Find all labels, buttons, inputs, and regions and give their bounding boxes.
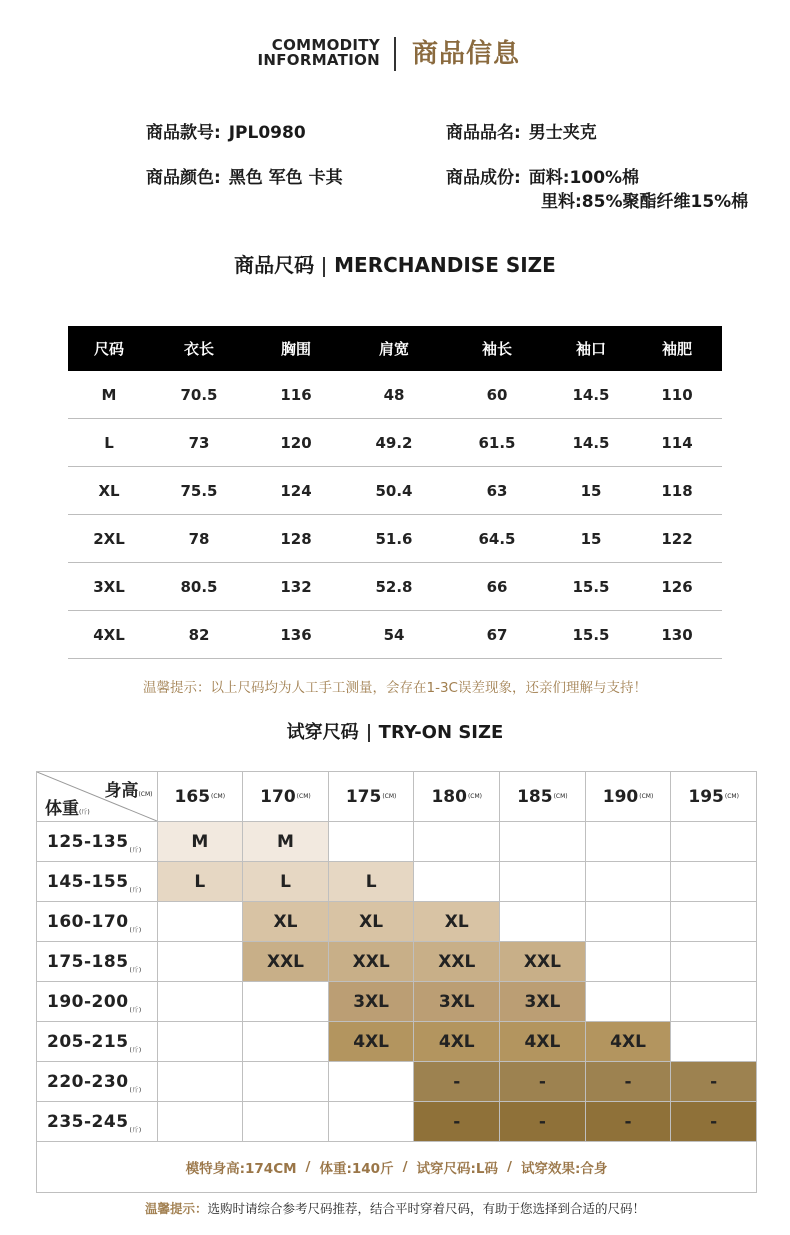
size-recommendation-cell: XXL [243, 942, 329, 982]
item-number-value: JPL0980 [228, 123, 306, 143]
footer-separator: / [507, 1159, 512, 1175]
size-header-cell: 袖长 [481, 340, 512, 358]
bottom-tip [0, 1199, 790, 1217]
model-info-item: 体重:140斤 [319, 1161, 394, 1177]
size-table-cell: M [101, 385, 117, 404]
size-table-cell: 80.5 [180, 577, 218, 596]
size-table-cell: 15.5 [572, 625, 610, 644]
size-table-row [68, 515, 722, 563]
size-table-cell: 15.5 [572, 577, 610, 596]
weight-label-cell: 235-245 (斤) [37, 1102, 158, 1142]
size-recommendation-cell: 4XL [500, 1022, 586, 1062]
size-recommendation-cell [329, 1062, 415, 1102]
size-recommendation-cell [671, 822, 757, 862]
size-header-cell: 袖肥 [661, 340, 692, 358]
height-header-cell: 185 (CM) [500, 772, 586, 822]
size-table-cell: 70.5 [180, 385, 218, 404]
size-recommendation-cell [586, 822, 672, 862]
size-recommendation-cell [671, 982, 757, 1022]
weight-label-cell: 160-170 (斤) [37, 902, 158, 942]
size-table-cell: 14.5 [572, 385, 610, 404]
size-recommendation-cell [671, 862, 757, 902]
size-table-cell: 120 [280, 433, 312, 452]
size-section-cn: 商品尺码 [234, 253, 315, 277]
footer-separator: / [305, 1159, 311, 1175]
item-color [146, 167, 343, 189]
size-header-cell: 尺码 [93, 340, 124, 358]
size-recommendation-cell [500, 822, 586, 862]
size-recommendation-cell: - [671, 1102, 757, 1142]
size-table-cell: 73 [188, 433, 210, 452]
header-english-title [258, 38, 380, 68]
size-recommendation-cell: L [329, 862, 415, 902]
weight-label-cell: 175-185 (斤) [37, 942, 158, 982]
size-table-cell: 130 [661, 625, 693, 644]
size-table-cell: 110 [661, 385, 693, 404]
size-recommendation-cell: - [414, 1102, 500, 1142]
size-recommendation-cell: 4XL [414, 1022, 500, 1062]
size-recommendation-cell: M [243, 822, 329, 862]
size-table-cell: 118 [661, 481, 693, 500]
tryon-row [37, 982, 757, 1022]
item-material-label: 商品成份: [446, 168, 521, 188]
size-table-row [68, 371, 722, 419]
size-table-cell: 132 [280, 577, 312, 596]
size-recommendation-cell: XXL [329, 942, 415, 982]
item-name-value: 男士夹克 [528, 123, 597, 143]
size-table-cell: 124 [280, 481, 312, 500]
size-recommendation-cell: M [158, 822, 244, 862]
size-table-cell: 48 [383, 385, 405, 404]
size-table-cell: 15 [580, 529, 602, 548]
size-table-cell: 63 [486, 481, 508, 500]
size-table [68, 326, 722, 659]
size-table-row [68, 419, 722, 467]
size-table-cell: 50.4 [375, 481, 413, 500]
measurement-note: 温馨提示：以上尺码均为人工手工测量，会存在1-3C误差现象，还亲们理解与支持！ [143, 680, 647, 696]
size-recommendation-cell [500, 862, 586, 902]
size-recommendation-cell [243, 1102, 329, 1142]
height-header-cell: 175 (CM) [329, 772, 415, 822]
item-material-line1: 面料:100%棉 [528, 168, 640, 188]
size-recommendation-cell: XXL [500, 942, 586, 982]
size-recommendation-cell [243, 982, 329, 1022]
size-recommendation-cell: L [158, 862, 244, 902]
size-table-cell: 128 [280, 529, 312, 548]
size-table-cell: 78 [188, 529, 210, 548]
corner-height-label: 身高(CM) [104, 781, 153, 801]
tryon-body [37, 822, 757, 1142]
size-recommendation-cell [586, 982, 672, 1022]
size-section-title [0, 252, 790, 278]
size-recommendation-cell [671, 902, 757, 942]
item-number [146, 122, 306, 144]
size-recommendation-cell: - [586, 1062, 672, 1102]
size-recommendation-cell [329, 1102, 415, 1142]
model-info-item: 试穿尺码:L码 [416, 1161, 499, 1177]
size-recommendation-cell: 3XL [500, 982, 586, 1022]
height-header-cell: 190 (CM) [586, 772, 672, 822]
header-divider [394, 37, 396, 71]
tryon-corner-cell [37, 772, 158, 822]
size-recommendation-cell [671, 942, 757, 982]
size-table-header [68, 326, 722, 371]
size-table-cell: 122 [661, 529, 693, 548]
weight-label-cell: 125-135 (斤) [37, 822, 158, 862]
size-recommendation-cell: XL [243, 902, 329, 942]
size-recommendation-cell [158, 1022, 244, 1062]
size-recommendation-cell [586, 902, 672, 942]
item-material [446, 167, 639, 189]
size-recommendation-cell [414, 822, 500, 862]
footer-separator: / [402, 1159, 408, 1175]
size-recommendation-cell [414, 862, 500, 902]
size-table-cell: 14.5 [572, 433, 610, 452]
item-name [446, 122, 597, 144]
size-table-cell: 4XL [93, 625, 125, 644]
size-recommendation-cell: - [671, 1062, 757, 1102]
size-recommendation-cell: XL [414, 902, 500, 942]
size-recommendation-cell [586, 942, 672, 982]
corner-weight-label: 体重(斤) [45, 799, 90, 819]
height-header-cell: 170 (CM) [243, 772, 329, 822]
tryon-row [37, 1022, 757, 1062]
size-section-en: MERCHANDISE SIZE [334, 253, 556, 277]
size-recommendation-cell: XXL [414, 942, 500, 982]
item-number-label: 商品款号: [146, 123, 221, 143]
size-table-cell: 82 [188, 625, 210, 644]
size-section-divider [323, 257, 325, 277]
size-recommendation-cell: XL [329, 902, 415, 942]
size-recommendation-cell [158, 942, 244, 982]
size-recommendation-cell [158, 982, 244, 1022]
size-header-cell: 衣长 [183, 340, 214, 358]
size-recommendation-cell: 3XL [414, 982, 500, 1022]
size-table-cell: 67 [486, 625, 508, 644]
model-info-footer [37, 1142, 757, 1193]
weight-label-cell: 205-215 (斤) [37, 1022, 158, 1062]
tryon-row [37, 902, 757, 942]
size-recommendation-cell: 3XL [329, 982, 415, 1022]
size-header-cell: 肩宽 [378, 340, 409, 358]
bottom-tip-text: 选购时请综合参考尺码推荐，结合平时穿着尺码，有助于您选择到合适的尺码！ [207, 1201, 646, 1216]
size-table-cell: 2XL [93, 529, 125, 548]
size-recommendation-cell: 4XL [329, 1022, 415, 1062]
weight-label-cell: 145-155 (斤) [37, 862, 158, 902]
size-recommendation-cell [329, 822, 415, 862]
size-table-cell: 60 [486, 385, 508, 404]
tryon-row [37, 822, 757, 862]
size-recommendation-cell: - [500, 1102, 586, 1142]
weight-label-cell: 190-200 (斤) [37, 982, 158, 1022]
tryon-section-divider [368, 724, 370, 742]
weight-label-cell: 220-230 (斤) [37, 1062, 158, 1102]
size-recommendation-cell: 4XL [586, 1022, 672, 1062]
tryon-table [36, 771, 757, 1193]
tryon-header-row [37, 772, 757, 822]
size-recommendation-cell: - [500, 1062, 586, 1102]
size-recommendation-cell [586, 862, 672, 902]
size-table-cell: 136 [280, 625, 312, 644]
size-recommendation-cell: - [586, 1102, 672, 1142]
size-table-body [68, 371, 722, 659]
size-recommendation-cell [243, 1022, 329, 1062]
size-table-cell: 52.8 [375, 577, 413, 596]
item-name-label: 商品品名: [446, 123, 521, 143]
size-recommendation-cell [243, 1062, 329, 1102]
size-recommendation-cell: L [243, 862, 329, 902]
header-chinese-title: 商品信息 [412, 39, 521, 69]
size-table-cell: 116 [280, 385, 312, 404]
tryon-row [37, 862, 757, 902]
size-table-cell: XL [98, 481, 120, 500]
height-header-cell: 195 (CM) [671, 772, 757, 822]
model-info-item: 试穿效果:合身 [520, 1161, 608, 1177]
tryon-row [37, 1102, 757, 1142]
tryon-row [37, 942, 757, 982]
header-en-line2: INFORMATION [257, 51, 380, 69]
size-recommendation-cell [158, 1102, 244, 1142]
item-material-line2: 里料:85%聚酯纤维15%棉 [541, 192, 749, 212]
tryon-row [37, 1062, 757, 1102]
size-recommendation-cell [158, 902, 244, 942]
size-table-cell: 75.5 [180, 481, 218, 500]
size-table-cell: 15 [580, 481, 602, 500]
bottom-tip-key: 温馨提示： [144, 1201, 208, 1216]
size-header-cell: 袖口 [575, 340, 606, 358]
size-table-cell: L [104, 433, 114, 452]
size-table-cell: 66 [486, 577, 508, 596]
item-color-label: 商品颜色: [146, 168, 221, 188]
size-table-cell: 126 [661, 577, 693, 596]
size-recommendation-cell: - [414, 1062, 500, 1102]
header-en-line1: COMMODITY [271, 36, 380, 54]
size-table-row [68, 563, 722, 611]
size-table-cell: 49.2 [375, 433, 413, 452]
tryon-section-title [0, 721, 790, 745]
size-table-cell: 114 [661, 433, 693, 452]
size-table-cell: 3XL [93, 577, 125, 596]
size-table-cell: 64.5 [478, 529, 516, 548]
size-table-row [68, 467, 722, 515]
size-header-cell: 胸围 [280, 340, 311, 358]
size-recommendation-cell [500, 902, 586, 942]
model-info-item: 模特身高:174CM [185, 1161, 297, 1177]
size-recommendation-cell [671, 1022, 757, 1062]
page-header [0, 36, 790, 76]
height-header-cell: 165 (CM) [158, 772, 244, 822]
tryon-section-en: TRY-ON SIZE [378, 722, 504, 743]
item-color-value: 黑色 军色 卡其 [228, 168, 343, 188]
size-table-cell: 61.5 [478, 433, 516, 452]
size-table-cell: 54 [383, 625, 405, 644]
height-header-cell: 180 (CM) [414, 772, 500, 822]
size-table-row [68, 611, 722, 659]
size-recommendation-cell [158, 1062, 244, 1102]
size-table-cell: 51.6 [375, 529, 413, 548]
tryon-section-cn: 试穿尺码 [286, 722, 359, 743]
